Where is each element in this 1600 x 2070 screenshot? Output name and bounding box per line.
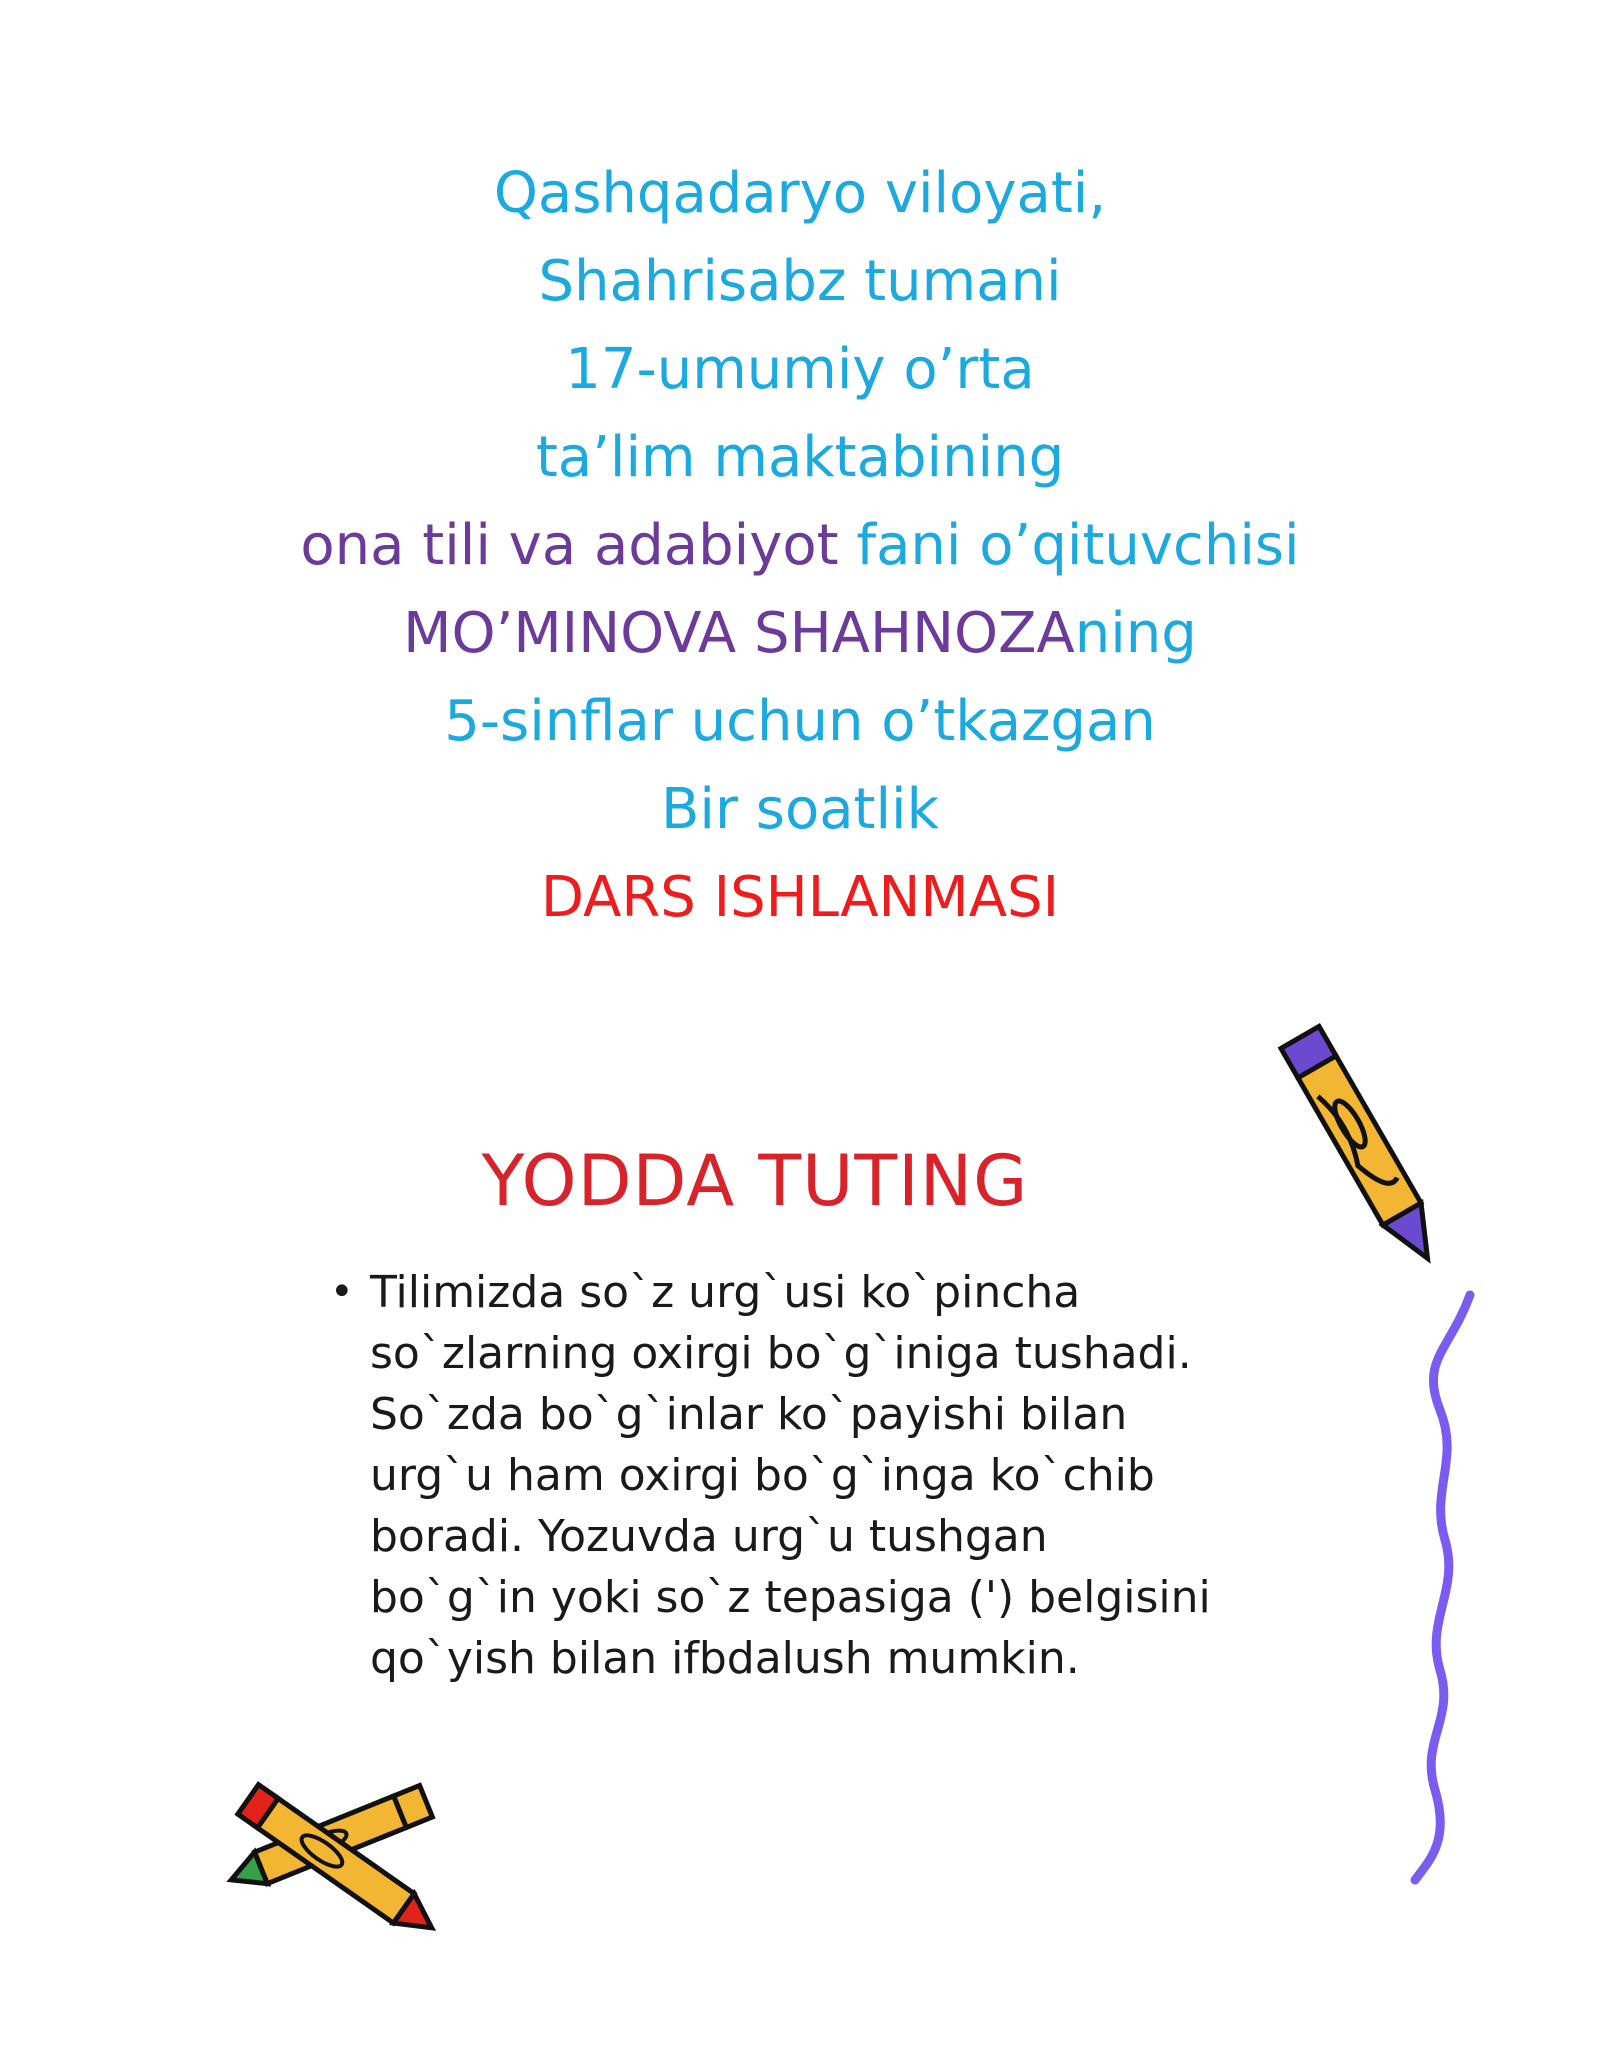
note-text <box>370 1262 1380 1689</box>
title-line-lesson-plan: DARS ISHLANMASI <box>540 865 1060 930</box>
title-line-school-number: 17-umumiy o’rta <box>565 337 1035 402</box>
title-line-subject <box>0 502 1600 590</box>
title-line-grade: 5-sinflar uchun o’tkazgan <box>444 689 1156 754</box>
note-line: qo`yish bilan ifbdalush mumkin. <box>370 1633 1080 1684</box>
note-line: So`zda bo`g`inlar ko`payishi bilan <box>370 1389 1128 1440</box>
crossed-crayons-icon <box>210 1750 470 1960</box>
title-line-duration: Bir soatlik <box>660 777 940 842</box>
teacher-name-suffix: ning <box>1074 601 1197 666</box>
squiggle-line-icon <box>1390 1290 1500 1890</box>
teacher-role: fani o’qituvchisi <box>838 513 1300 578</box>
note-title-text: YODDA TUTING <box>481 1140 1029 1222</box>
note-line: boradi. Yozuvda urg`u tushgan <box>370 1511 1048 1562</box>
bullet-mark: • <box>330 1269 354 1315</box>
subject-name: ona tili va adabiyot <box>300 513 839 578</box>
document-title-block <box>0 150 1600 942</box>
title-line-school: ta’lim maktabining <box>535 425 1065 490</box>
title-line-teacher <box>0 590 1600 678</box>
note-title <box>0 1140 1600 1222</box>
note-line: so`zlarning oxirgi bo`g`iniga tushadi. <box>370 1328 1192 1379</box>
teacher-name: MO’MINOVA SHAHNOZA <box>403 601 1075 666</box>
note-line: bo`g`in yoki so`z tepasiga (') belgisini <box>370 1572 1211 1623</box>
title-line-district: Shahrisabz tumani <box>538 249 1062 314</box>
title-line-region: Qashqadaryo viloyati, <box>493 161 1107 226</box>
note-line: urg`u ham oxirgi bo`g`inga ko`chib <box>370 1450 1155 1501</box>
note-line: Tilimizda so`z urg`usi ko`pincha <box>370 1267 1081 1318</box>
